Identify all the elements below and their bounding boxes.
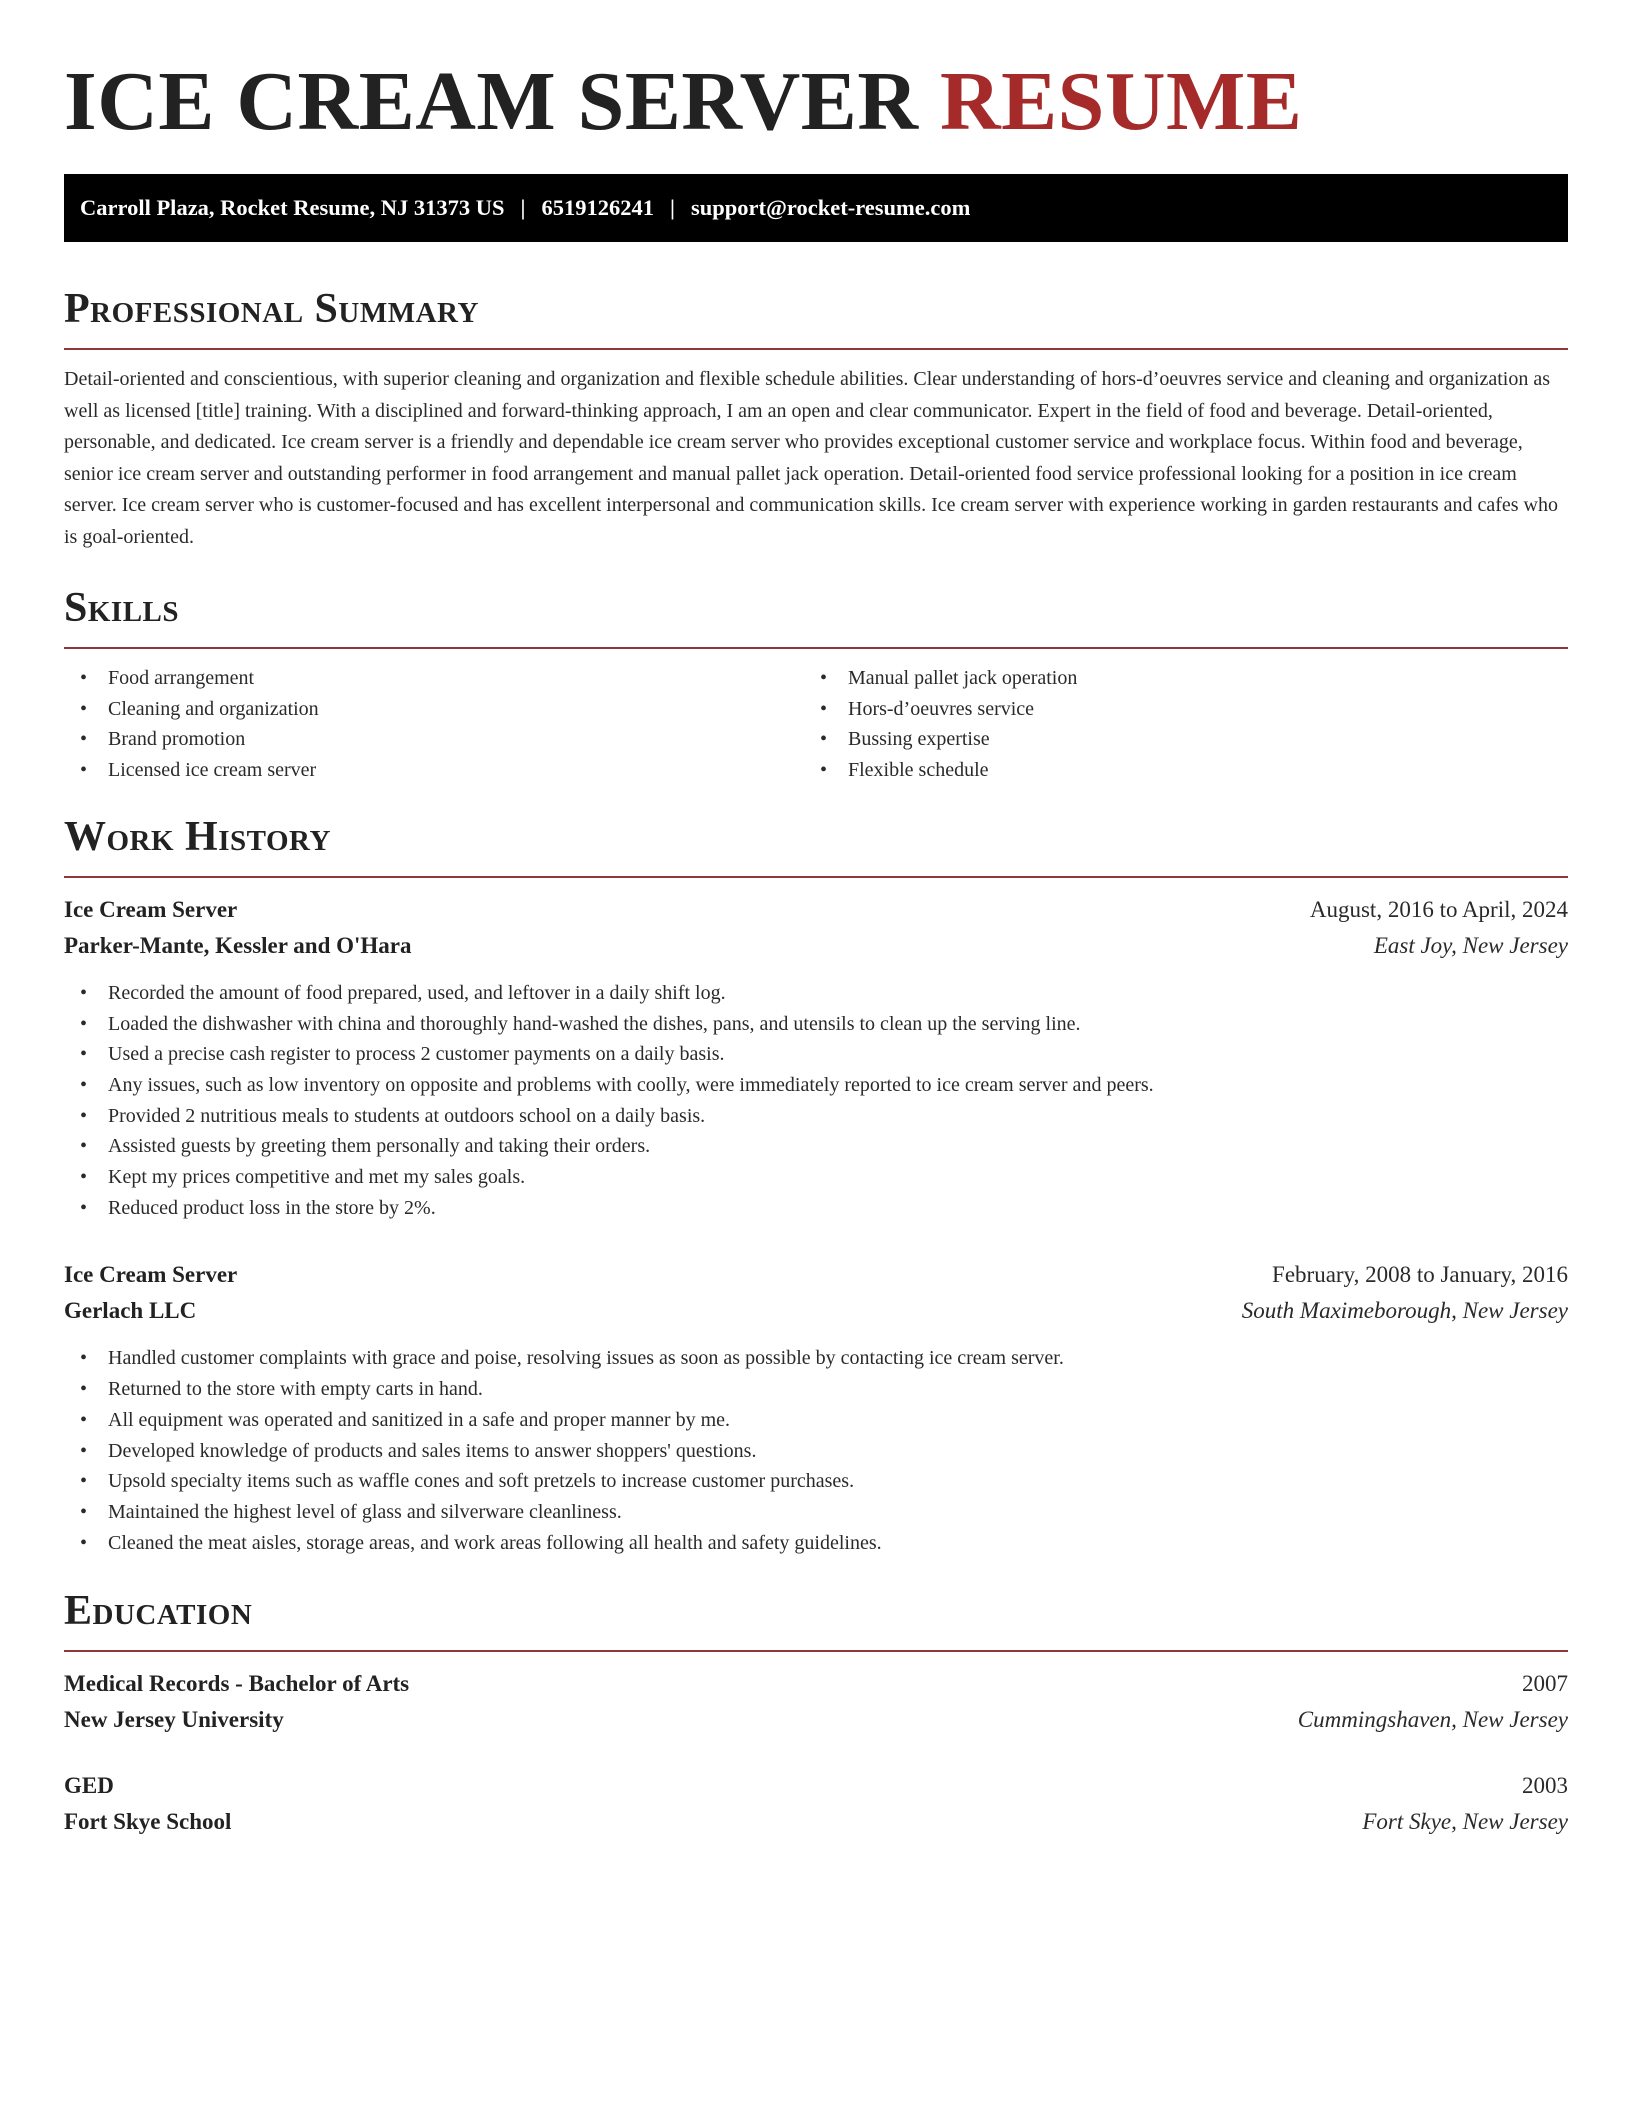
skill-item: • Flexible schedule — [804, 755, 1544, 786]
skill-item: • Hors-d’oeuvres service — [804, 694, 1544, 725]
education-school: New Jersey University — [64, 1707, 284, 1733]
section-heading: Professional Summary — [64, 286, 479, 332]
contact-separator: | — [670, 195, 675, 220]
education-year: 2003 — [1522, 1773, 1568, 1799]
contact-email[interactable]: support@rocket-resume.com — [690, 195, 971, 220]
skill-item: • Cleaning and organization — [64, 694, 804, 725]
education-entry — [64, 1768, 1568, 1840]
title-accent: RESUME — [939, 55, 1303, 148]
job-role: Ice Cream Server — [64, 1262, 238, 1288]
duty-item: • Kept my prices competitive and met my sales goals. — [64, 1162, 1568, 1193]
education-year: 2007 — [1522, 1671, 1568, 1697]
job-location: East Joy, New Jersey — [1373, 932, 1568, 958]
education-location: Fort Skye, New Jersey — [1362, 1809, 1568, 1835]
duty-item: • Recorded the amount of food prepared, used, and leftover in a daily shift log. — [64, 978, 1568, 1009]
contact-bar — [64, 174, 1568, 242]
education-entry — [64, 1666, 1568, 1738]
job-duties — [64, 1343, 1568, 1558]
job-dates: August, 2016 to April, 2024 — [1309, 896, 1568, 922]
section-divider — [64, 1650, 1568, 1652]
skill-item: • Bussing expertise — [804, 724, 1544, 755]
skills-grid — [64, 663, 1568, 786]
duty-item: • Provided 2 nutritious meals to students at outdoors school on a daily basis. — [64, 1101, 1568, 1132]
education-header — [64, 1666, 1568, 1702]
title-main: ICE CREAM SERVER — [64, 55, 919, 148]
resume-title — [64, 52, 1568, 152]
job-subheader — [64, 1293, 1568, 1329]
duty-item: • Loaded the dishwasher with china and thoroughly hand-washed the dishes, pans, and utensils to clean up the serving line. — [64, 1009, 1568, 1040]
job-header — [64, 1257, 1568, 1293]
skill-item: • Brand promotion — [64, 724, 804, 755]
job-dates: February, 2008 to January, 2016 — [1272, 1262, 1568, 1288]
job-location: South Maximeborough, New Jersey — [1241, 1298, 1568, 1324]
duty-item: • Developed knowledge of products and sales items to answer shoppers' questions. — [64, 1436, 1568, 1467]
duty-item: • Maintained the highest level of glass and silverware cleanliness. — [64, 1497, 1568, 1528]
duty-item: • Reduced product loss in the store by 2%. — [64, 1193, 1568, 1224]
resume-page — [64, 52, 1568, 1840]
section-divider — [64, 876, 1568, 878]
job-company: Parker-Mante, Kessler and O'Hara — [64, 932, 412, 958]
education-header — [64, 1768, 1568, 1804]
contact-address: Carroll Plaza, Rocket Resume, NJ 31373 US — [80, 195, 505, 220]
skills-list-right — [804, 663, 1544, 786]
section-divider — [64, 647, 1568, 649]
section-heading: Education — [64, 1588, 253, 1635]
summary-text: Detail-oriented and conscientious, with superior cleaning and organization and flexible schedule abilities. Clear understanding of hors-d’oeuvres service and cleaning and organization as well as licensed [title] training. With a disciplined and forward-thinking approach, I am an open and clear communicator. Expert in the field of food and beverage. Detail-oriented, personable, and dedicated. Ice cream server is a friendly and dependable ice cream server who provides exceptional customer service and workplace focus. Within food and beverage, senior ice cream server and outstanding performer in food arrangement and manual pallet jack operation. Detail-oriented food service professional looking for a position in ice cream server. Ice cream server who is customer-focused and has excellent interpersonal and communication skills. Ice cream server with experience working in garden restaurants and cafes who is goal-oriented. — [64, 368, 1559, 548]
duty-item: • Any issues, such as low inventory on opposite and problems with coolly, were immediately reported to ice cream server and peers. — [64, 1070, 1568, 1101]
skill-item: • Food arrangement — [64, 663, 804, 694]
education-school: Fort Skye School — [64, 1809, 232, 1835]
duty-item: • All equipment was operated and sanitized in a safe and proper manner by me. — [64, 1405, 1568, 1436]
duty-item: • Cleaned the meat aisles, storage areas, and work areas following all health and safety guidelines. — [64, 1528, 1568, 1559]
duty-item: • Assisted guests by greeting them personally and taking their orders. — [64, 1131, 1568, 1162]
job-entry — [64, 892, 1568, 1224]
job-subheader — [64, 928, 1568, 964]
job-company: Gerlach LLC — [64, 1298, 197, 1324]
education-section — [64, 1586, 1568, 1840]
skill-item: • Licensed ice cream server — [64, 755, 804, 786]
work-history-section — [64, 812, 1568, 1559]
section-heading: Skills — [64, 585, 180, 631]
education-degree: Medical Records - Bachelor of Arts — [64, 1671, 410, 1697]
duty-item: • Upsold specialty items such as waffle cones and soft pretzels to increase customer purchases. — [64, 1466, 1568, 1497]
contact-phone[interactable]: 6519126241 — [541, 195, 654, 220]
job-role: Ice Cream Server — [64, 896, 238, 922]
summary-section — [64, 284, 1568, 553]
education-subheader — [64, 1702, 1568, 1738]
skills-section — [64, 583, 1568, 786]
duty-item: • Used a precise cash register to process 2 customer payments on a daily basis. — [64, 1039, 1568, 1070]
skills-list-left — [64, 663, 804, 786]
duty-item: • Handled customer complaints with grace and poise, resolving issues as soon as possible by contacting ice cream server. — [64, 1343, 1568, 1374]
contact-separator: | — [520, 195, 526, 220]
job-header — [64, 892, 1568, 928]
job-entry — [64, 1257, 1568, 1558]
duty-item: • Returned to the store with empty carts in hand. — [64, 1374, 1568, 1405]
education-degree: GED — [64, 1773, 114, 1799]
job-duties — [64, 978, 1568, 1224]
education-location: Cummingshaven, New Jersey — [1297, 1707, 1568, 1733]
section-divider — [64, 348, 1568, 350]
skill-item: • Manual pallet jack operation — [804, 663, 1544, 694]
section-heading: Work History — [64, 813, 331, 860]
education-subheader — [64, 1804, 1568, 1840]
